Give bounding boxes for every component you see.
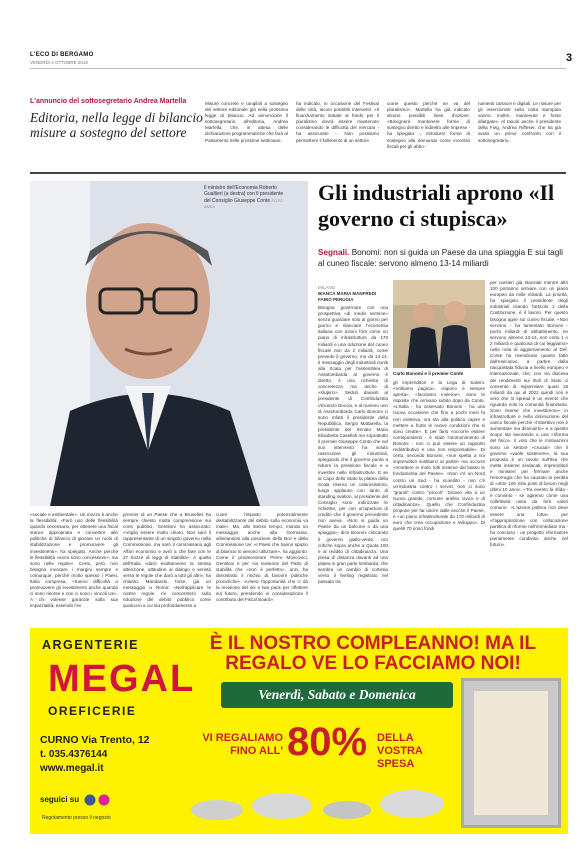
top-story-title: Editoria, nella legge di bilancio misure a sostegno del settore bbox=[30, 110, 203, 140]
ad-brand: MEGAL bbox=[48, 658, 196, 700]
masthead-date: VENERDÌ 4 OTTOBRE 2019 bbox=[30, 60, 88, 65]
photo-credit: FOTO ANSA bbox=[204, 197, 283, 209]
byline-author-1: BIANCA MARIA MANFREDI bbox=[318, 291, 377, 296]
photo-caption-text: Il ministro dell'Economia Roberto Gualtieri (a destra) con il presidente del Consiglio Giuseppe Conte bbox=[204, 185, 284, 204]
gualtieri-photo bbox=[30, 181, 308, 506]
portrait-illustration bbox=[30, 181, 308, 506]
ad-main-panel bbox=[177, 628, 568, 834]
ad-address: CURNO Via Trento, 12 bbox=[40, 734, 150, 746]
top-story-col-2: ha indicato, in occasione del Festival delle città, alcuni possibili interventi. «Il finanziamento statale al fondo per il pluralismo dovrà essere mantenuto considerando le difficoltà del mercato - ha assicurato -. Non possiamo permettere il fallimento di un settore bbox=[296, 101, 379, 143]
ad-headline: È IL NOSTRO COMPLEANNO! MA IL REGALO VE LO FACCIAMO NOI! bbox=[209, 633, 537, 674]
main-col-2: gli imprenditori e la Lega di Salvini. «Voltiamo pagina», «lapori» è sempre aperta», «facciamo insieme», sono le risposte che arrivano subito dopo da Conte. «L'Italia - ha osservato Bonomi - ha una nuova occasione che fino a pochi mesi fa non esisteva, ora sta alla politica capire e mettere a frutto le nuove condizioni che si sono create». E per farlo «occorre essere corrispondenti - è stato l'ammonimento di Bonomi - non ci può essere un rapporto redistributivo e una non responsabile». Di certo, secondo Bonomi, «non spetta a noi imprenditori sostituirci ai partiti» ma occorre «rimettere in moto tutti insieme dal basso le fondamenta del Paese». «Non c'è un Nord contro un Sud - ha scandito - non c'è un'industria contro i servizi, non ci sono "grandi" contro "piccoli". Dicano vita a un nuovo grande, comune anelito civico e di cittadinanza». Quello che Confindustria propone per far uscire dalle secche il Paese, è «un piano infrastrutturale da 170 miliardi di euro che crea occupazione e sviluppo». Di questi 70 sono fondi bbox=[393, 380, 485, 532]
left-col-2: premier di un Paese che a Bruxelles ha sempre chiesto molta comprensione sui conti pubblici, Gentiloni ha assicurato: «Voglio essere molto chiaro. Non sarò il rappresentante di un singolo governo nella Commissione. ma sarò il commissario agli Affari economici e avrò a che fare con le 27 bozze di leggi di stabilità». A quella dell'Italia «darò esattamente la stessa attenzione, attitudine al dialogo e serietà verso le regole che darò a tutti gli altri», ha chiarito. Mandando, forse, già un messaggio a Roma: «Nell'applicare le nostre regole, mi concentrerò sulla riduzione del debito pubblico come qualcuno a cui sta profondamente a bbox=[123, 512, 211, 609]
ad-brand-top: ARGENTERIE bbox=[42, 638, 139, 652]
silver-items-image bbox=[187, 782, 457, 824]
main-col-3: per cantieri già stanziati mentre altri 100 potranno arrivare con un piano europeo da mille miliardi. La priorità, ha spiegato il presidente degli industriali citando l'articolo 1 della Costituzione, è il lavoro. Per questo bisogna agire sul cuneo fiscale. «Non servono - ha lamentato Bonomi - pochi miliardi di abbattimento, ne servono almeno 13-14, non certo 1 o 2 miliardi e qualcosa di cui leggiamo» nella nota di aggiornamento al Def. Conte ha rivendicato quanto fatto dall'esecutivo, a partire dalla riacquistata fiducia a livello europeo e internazionale, che, con «la discesa dei rendimenti sui titoli di Stato ci consente di risparmiare quasi 18 miliardi da qui al 2022 quindi non è vero che lo spread è un evento che riguarda solo la comunità finanziaria. Sono risorse che investiremo» in infrastrutture e nella diminuzione del carico fiscale perché «l'obiettivo non è aumentare ma diminuirlo» e a questo scopo sta lavorando a una «riforma del fisco». Il voto che le motivazioni sono un settore «crucial» che il governo «vuole sostenere», la sua proposta è un tavolo sull'Ilva che metta insieme sindacati, imprenditori e ministeri per fermare anche l'emorragia che ha causato la perdita di «oltre 100 mila posti di lavoro negli ultimi 10 anni». «Tra evento fa sfida - è convinto - se agiremo come una collettività unita da forti valori comuni». «L'azione politica non deve essere una lotta» per «l'appropriazione con collocazione partitica di riforme nell'immediato ma - ha concluso - un progetto riformatore pienamente condiviso anche nel futuro». bbox=[490, 280, 568, 548]
ad-offer-b: DELLA VOSTRA SPESA bbox=[377, 732, 423, 770]
photo2-caption: Carlo Bonomi e il premier Conte bbox=[393, 371, 464, 376]
main-dek bbox=[318, 248, 570, 269]
page-number: 3 bbox=[566, 52, 573, 64]
ad-follow bbox=[40, 794, 114, 806]
byline-author-2: FABIO PERUGIA bbox=[318, 297, 354, 302]
ad-offer-a: VI REGALIAMO FINO ALL' bbox=[202, 732, 283, 757]
ad-rules: Regolamento presso il negozio bbox=[42, 815, 111, 821]
ad-brand-panel bbox=[30, 628, 196, 834]
photo-caption bbox=[204, 185, 284, 210]
instagram-icon bbox=[99, 795, 110, 806]
megal-advertisement[interactable] bbox=[30, 628, 568, 834]
ad-offer bbox=[187, 720, 453, 778]
byline-location: MILANO bbox=[318, 285, 336, 290]
social-icons bbox=[84, 794, 114, 806]
ad-website[interactable]: www.megal.it bbox=[40, 763, 104, 774]
facebook-icon bbox=[85, 795, 96, 806]
ad-percent: 80% bbox=[287, 720, 368, 764]
section-rule bbox=[30, 172, 566, 174]
main-headline: Gli industriali aprono «Il governo ci stupisca» bbox=[318, 180, 555, 231]
bonomi-conte-illustration bbox=[393, 280, 485, 368]
ad-days-banner: Venerdì, Sabato e Domenica bbox=[221, 682, 453, 708]
masthead-title: L'ECO DI BERGAMO bbox=[30, 52, 94, 58]
silver-frame-image bbox=[461, 678, 561, 828]
top-story-col-4: namenti cartacei e digitali. Le misure per gli inserzionisti sulla carta stampata vanno, inoltre, mantenute e forse allargate». Al tavolo anche il presidente della Fieg, Andrea Riffeser, che ha già avuto un primo confronto con il sottosegretario. bbox=[478, 101, 561, 143]
byline bbox=[318, 285, 376, 303]
bonomi-conte-photo bbox=[393, 280, 485, 368]
left-col-3: cuore l'impatto potenzialmente destabilizzante del debito sulla economia va male». Ma, allo stesso tempo, manda un messaggio anche alla Germania, allineandosi alla posizione della Bce e della Commissione Ue: «I Paesi che hanno spazio di bilancio lo devono utilizzare», ha aggiunto. Come il predecessore Pierre Moscovici, Gentiloni è per «la revisione del Patto di stabilità che «non è perfetto», anzi, ha dimostrato il rischio di favorire politiche procicliche». «Userò l'opportunità che ci dà la revisione del six e two pack per riflettere sul futuro, prendendo in considerazione il contributo del Fiscal Board». bbox=[216, 512, 308, 603]
ad-phone: t. 035.4376144 bbox=[40, 749, 108, 760]
dek-tag: Segnali. bbox=[318, 248, 350, 257]
dek-text: Bonomi: non si guida un Paese da una spiaggia E sui tagli al cuneo fiscale: servono almeno 13-14 miliardi bbox=[318, 248, 563, 268]
header-rule bbox=[30, 68, 566, 69]
top-story-col-1: Misure concrete e tangibili a sostegno del settore editoriale già nella prossima legge di bilancio. Ad annunciarle il sottosegretario all'editoria, Andrea Martella, che, in attesa delle dichiarazioni programmatiche che farà al Parlamento nelle prossime settimane, bbox=[205, 101, 288, 143]
top-story-kicker: L'annuncio del sottosegretario Andrea Martella bbox=[30, 98, 187, 105]
main-col-1: Bisogna governare con una prospettiva «di medio termine» senza guardare solo al giorno per giorno e rilanciare l'economia italiana con azioni forti come un piano di infrastrutture da 170 miliardi e una riduzione del cuneo fiscale non da 2 miliardi, come prevede il governo, ma da 13-14. Il messaggio degli industriali riuniti alla Scala per l'assemblea di Assolombarda al governo è diretto, è una richiesta di concretezza ma anche di «stupirci». Seduti davanti al presidente di Confindustria Vincenzo Boccia, e al numero uno di Assolombarda Carlo Bonomi ci sono infatti il presidente della Repubblica, Sergio Mattarella, la presidente del Senato Maria Elisabetta Casellati ma soprattutto il premier Giuseppe Conte che nel suo intervento ha voluto rassicurare gli industriali, spiegando che il governo punta a ridurre la pressione fiscale e a investire nelle infrastrutture. E se al Capo dello Stato la platea della Scala riserva un calorosissimo, lungo applauso con tanto di standing ovation, al presidente del Consiglio sono indirizzate le richieste, per con un'apertura di credito che il governo precedente non aveva. «Non si guida un Paese da un balcone o da una spiaggia», dice Bonomi criticando il governo giallo-verde, con critiche sopra anche a Quota 100 e al reddito di cittadinanza. Una presa di distanza davanti ad una platea in gran parte lombarda, che sembra un cambio di cortesia verso il feeling registrato nel passato tra bbox=[318, 305, 388, 585]
top-story-col-3: come questo perché ne va del pluralismo». Martella ha già indicato alcune possibili linee d'azione: «Bisognerà mantenere forme di sostegno diretto e indiretto alle imprese - ha spiegato -, introdurre forme di sostegno alla domanda come incentivi fiscali per gli abbo- bbox=[387, 101, 470, 149]
left-col-1: «sociale e ambientale». Un mezzo è anche la flessibilità: «Farò uso delle flessibilità quando necessario, per ottenere una fiscal stance appropriata e convertire alle politiche di bilancio di giocare un ruolo di stabilizzazione e promuovere gli investimenti», ha spiegato. Anche perché le flessibilità «sono sono concessioni», ma sono nelle regole». Certo, però, non bisogna invocare i margini sempre e comunque, perché molto spesso i Paesi, Italia compresa, «hanno difficoltà a promuovere gli investimenti anche quando ci sono risorse e non ci sono i vincoli Ue». A chi volesse garanzie sulla sua imparzialità, essendo l'ex bbox=[30, 512, 118, 609]
ad-brand-bottom: OREFICERIE bbox=[48, 704, 137, 718]
ad-follow-label: seguici su bbox=[40, 795, 80, 805]
